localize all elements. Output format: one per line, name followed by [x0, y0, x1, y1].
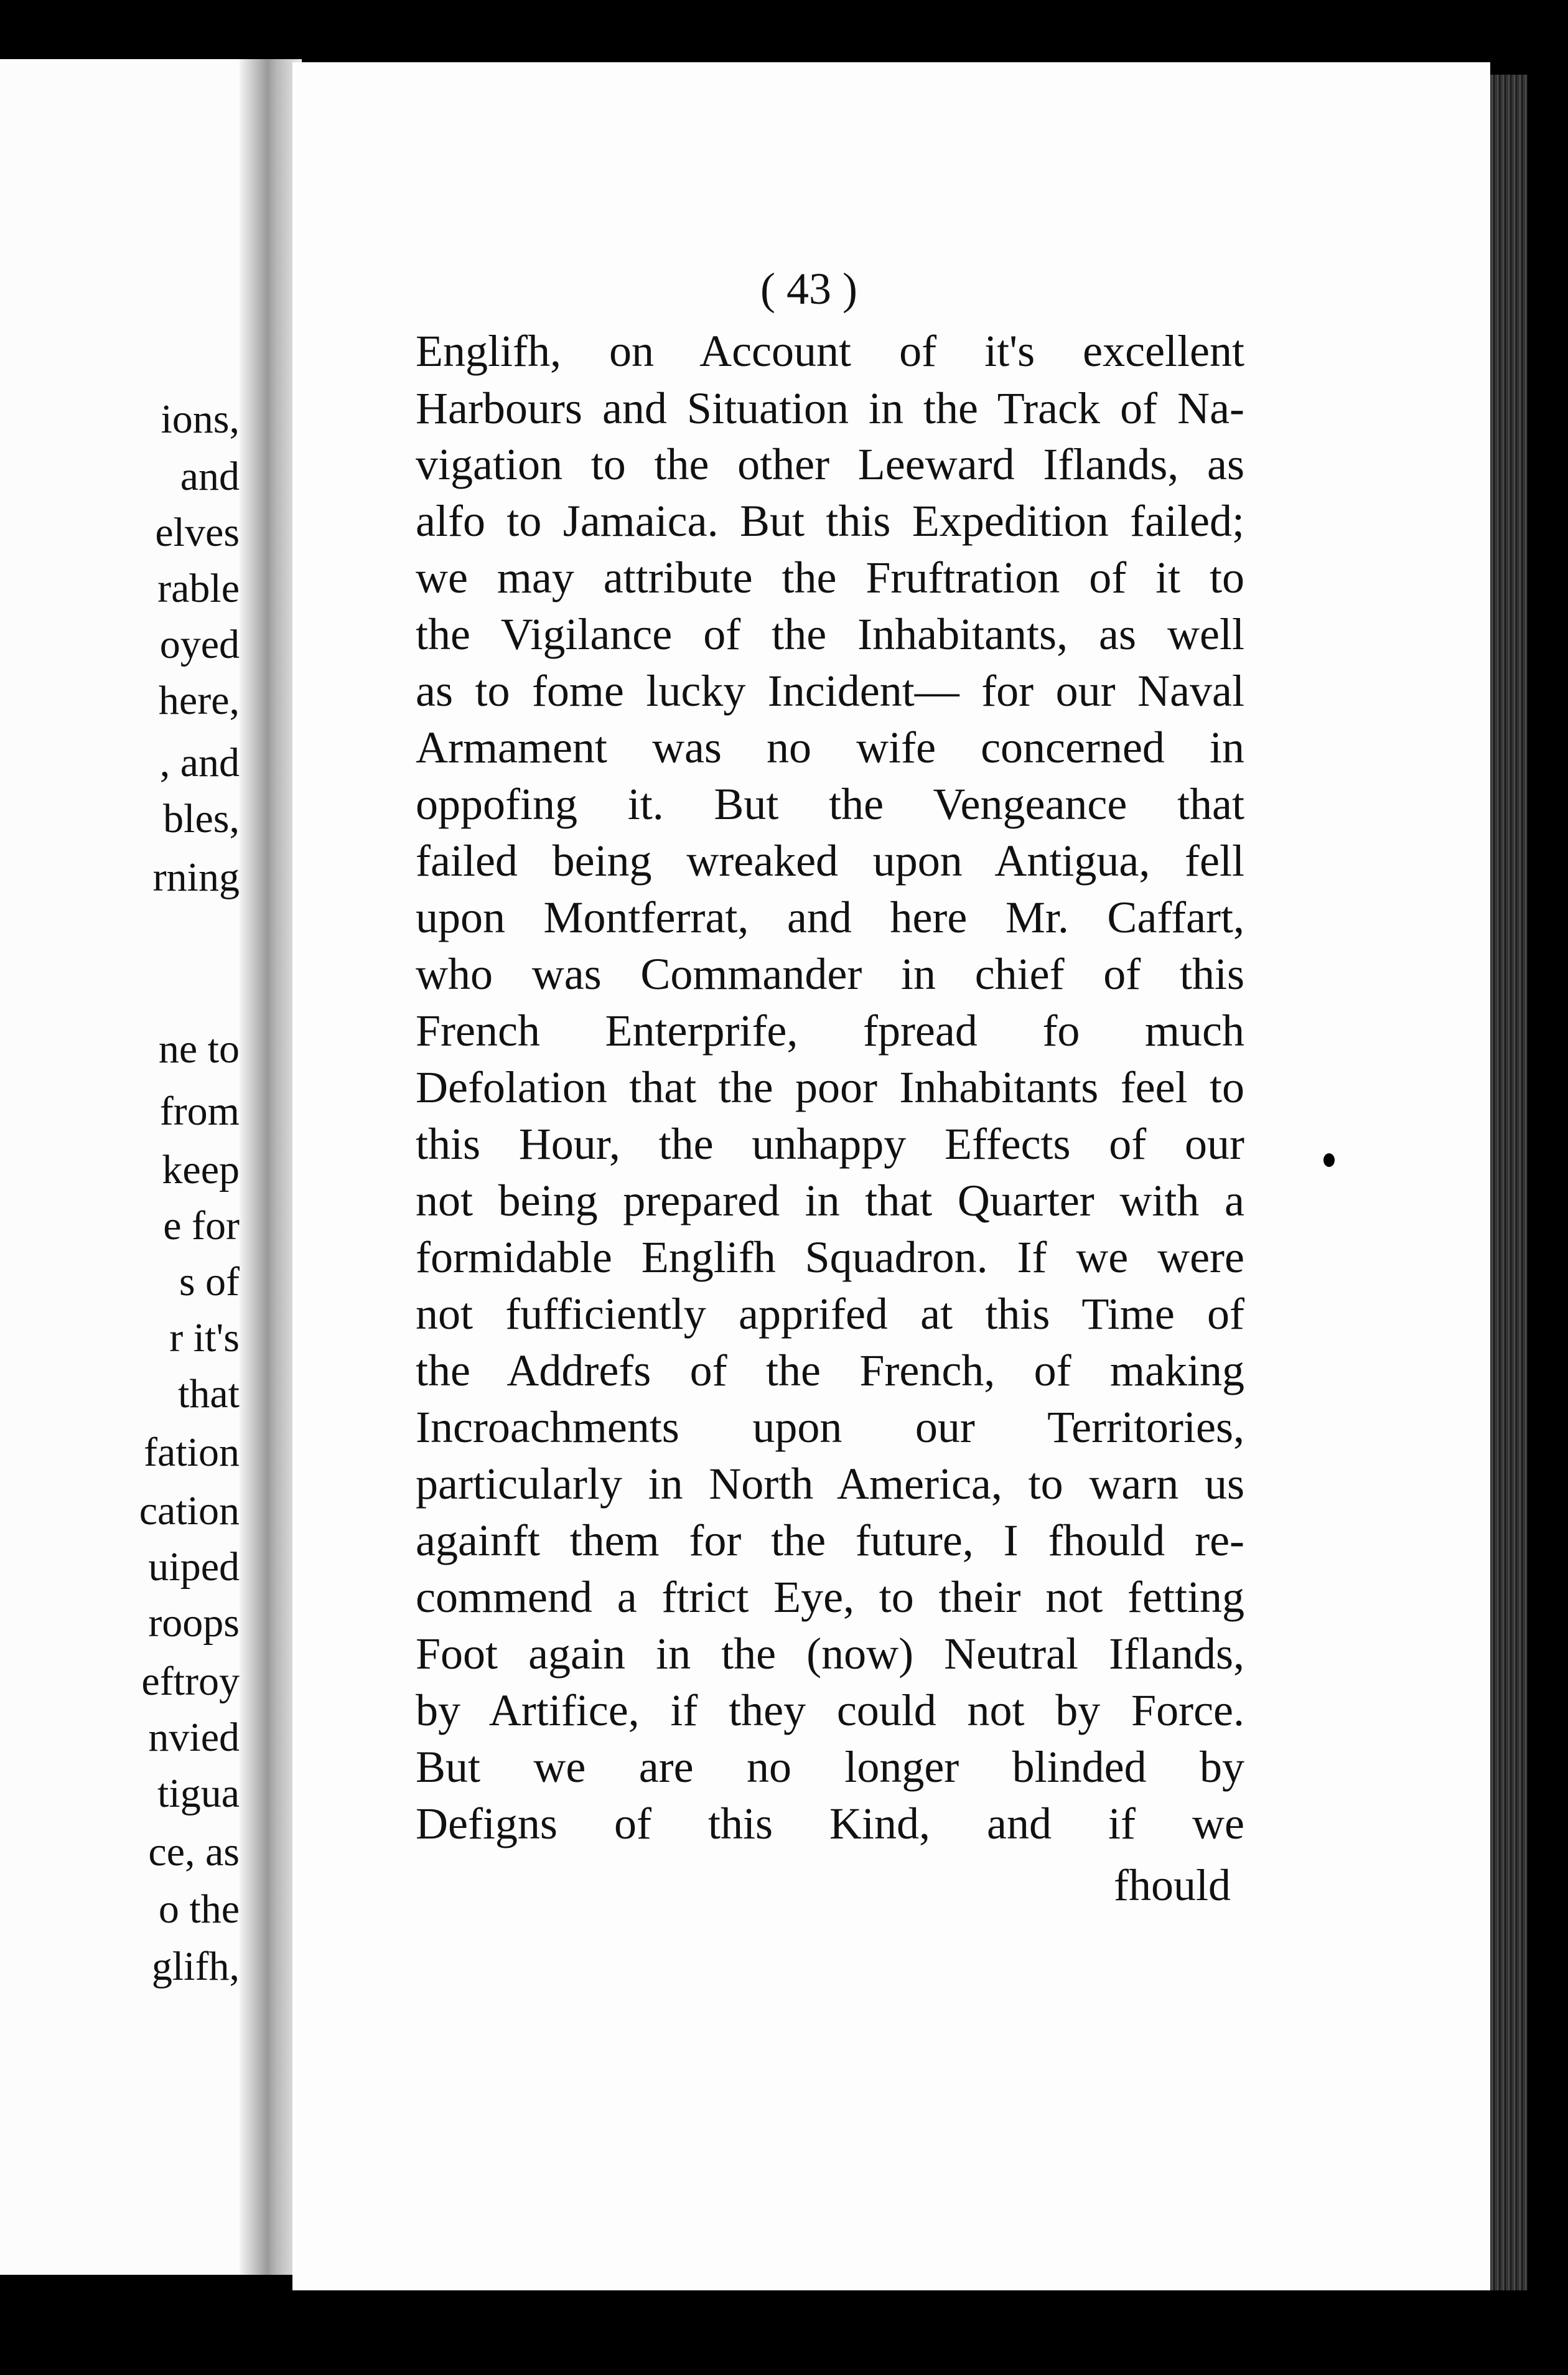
left-page-fragment: bles, — [163, 796, 240, 841]
text-line: not being prepared in that Quarter with a — [416, 1176, 1244, 1225]
text-line: as to fome lucky Incident— for our Naval — [416, 666, 1244, 716]
left-page-fragment: ne to — [158, 1026, 240, 1072]
text-line: failed being wreaked upon Antigua, fell — [416, 836, 1244, 886]
left-page-fragment: tigua — [157, 1771, 240, 1816]
text-line: upon Montferrat, and here Mr. Caffart, — [416, 892, 1244, 942]
text-line: Defigns of this Kind, and if we — [416, 1799, 1244, 1848]
text-line: we may attribute the Fruftration of it to — [416, 553, 1244, 602]
left-page-fragment: eftroy — [141, 1659, 240, 1704]
text-line: againft them for the future, I fhould re- — [416, 1515, 1244, 1565]
left-page-fragment: ions, — [161, 396, 240, 442]
left-page-fragment: that — [178, 1371, 240, 1417]
text-line: the Addrefs of the French, of making — [416, 1346, 1244, 1395]
left-page-fragment: ce, as — [148, 1829, 240, 1875]
text-line: particularly in North America, to warn us — [416, 1459, 1244, 1509]
page-number: ( 43 ) — [760, 264, 857, 314]
left-page-fragment: s of — [179, 1259, 240, 1305]
left-page-fragment: r it's — [169, 1315, 240, 1361]
left-page-fragment: oyed — [159, 622, 240, 667]
text-line: this Hour, the unhappy Effects of our — [416, 1119, 1244, 1169]
left-page-fragment: rning — [152, 855, 240, 900]
text-line: alfo to Jamaica. But this Expedition failed; — [416, 496, 1244, 546]
text-line: But we are no longer blinded by — [416, 1742, 1244, 1792]
text-line: Harbours and Situation in the Track of Na- — [416, 383, 1244, 433]
text-line: Armament was no wife concerned in — [416, 723, 1244, 772]
left-page-fragment: roops — [148, 1600, 240, 1646]
left-page-fragment: from — [159, 1089, 240, 1134]
left-page-fragment: nvied — [148, 1715, 240, 1760]
catchword: fhould — [1114, 1860, 1231, 1910]
left-page-fragment: cation — [139, 1488, 240, 1534]
text-line: Incroachments upon our Territories, — [416, 1402, 1244, 1452]
left-page-fragment: here, — [158, 678, 240, 723]
text-line: not fufficiently apprifed at this Time of — [416, 1289, 1244, 1339]
left-page-fragment: rable — [157, 566, 240, 611]
left-page-fragment: e for — [163, 1203, 240, 1248]
text-line: Foot again in the (now) Neutral Iflands, — [416, 1629, 1244, 1679]
ink-speck — [1323, 1153, 1335, 1167]
text-line: by Artifice, if they could not by Force. — [416, 1685, 1244, 1735]
text-line: formidable Englifh Squadron. If we were — [416, 1232, 1244, 1282]
text-line: who was Commander in chief of this — [416, 949, 1244, 999]
text-line: French Enterprife, fpread fo much — [416, 1006, 1244, 1056]
text-line: Defolation that the poor Inhabitants feel to — [416, 1062, 1244, 1112]
text-line: the Vigilance of the Inhabitants, as well — [416, 609, 1244, 659]
left-page-fragment: uiped — [148, 1544, 240, 1590]
left-page-fragment: glifh, — [151, 1944, 240, 1989]
text-line: vigation to the other Leeward Iflands, as — [416, 439, 1244, 489]
left-page — [0, 59, 252, 2275]
left-page-fragment: o the — [158, 1886, 240, 1932]
page-edges — [1490, 75, 1528, 2290]
text-line: oppofing it. But the Vengeance that — [416, 779, 1244, 829]
text-line: Englifh, on Account of it's excellent — [416, 326, 1244, 376]
left-page-fragment: , and — [159, 740, 240, 785]
text-line: commend a ftrict Eye, to their not fetting — [416, 1572, 1244, 1622]
left-page-fragment: keep — [162, 1147, 240, 1192]
left-page-fragment: fation — [144, 1430, 240, 1475]
left-page-fragment: and — [180, 454, 240, 499]
left-page-fragment: elves — [155, 510, 240, 555]
